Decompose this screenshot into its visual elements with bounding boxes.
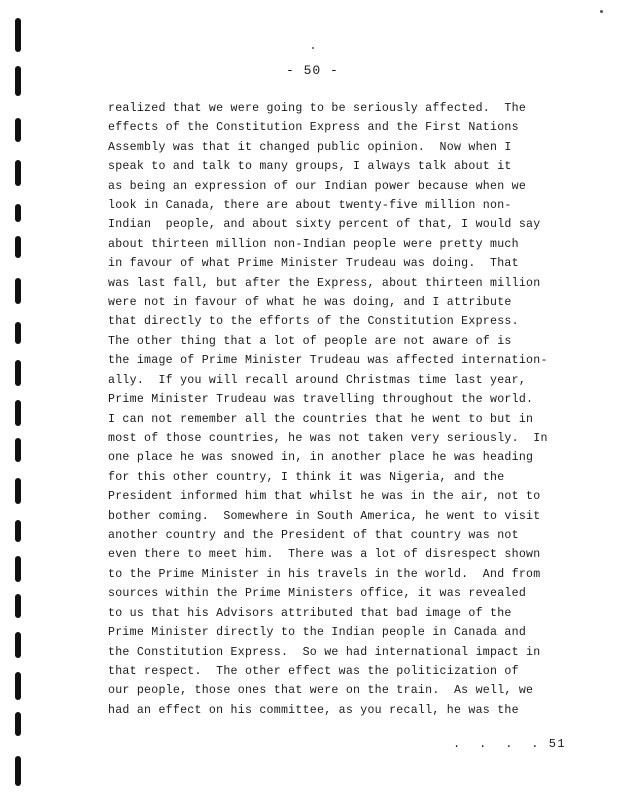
- text-line: President informed him that whilst he was in the air, not to: [108, 490, 541, 504]
- binder-hole-mark: [15, 520, 21, 542]
- scan-speck: [600, 10, 603, 13]
- binder-hole-mark: [15, 672, 21, 700]
- text-line: look in Canada, there are about twenty-five million non-: [108, 199, 512, 213]
- text-line: effects of the Constitution Express and the First Nations: [108, 121, 519, 135]
- binder-hole-mark: [15, 556, 21, 582]
- text-line: for this other country, I think it was Nigeria, and the: [108, 470, 505, 484]
- text-line: the image of Prime Minister Trudeau was affected internation-: [108, 354, 548, 368]
- binder-hole-mark: [15, 322, 21, 344]
- text-line: that respect. The other effect was the politicization of: [108, 664, 519, 678]
- binder-hole-mark: [15, 160, 21, 186]
- text-line: as being an expression of our Indian power because when we: [108, 179, 527, 193]
- text-line: in favour of what Prime Minister Trudeau was doing. That: [108, 257, 519, 271]
- continued-page-marker: . . . . 51: [453, 737, 567, 751]
- binder-hole-mark: [15, 400, 21, 426]
- binder-hole-mark: [15, 632, 21, 658]
- binder-hole-mark: [15, 278, 21, 304]
- text-line: one place he was snowed in, in another place he was heading: [108, 451, 534, 465]
- text-line: the Constitution Express. So we had international impact in: [108, 645, 541, 659]
- text-line: sources within the Prime Ministers office, it was revealed: [108, 587, 527, 601]
- text-line: to us that his Advisors attributed that bad image of the: [108, 606, 512, 620]
- text-line: about thirteen million non-Indian people were pretty much: [108, 237, 519, 251]
- text-line: had an effect on his committee, as you recall, he was the: [108, 703, 519, 717]
- binder-hole-mark: [15, 756, 21, 786]
- text-line: another country and the President of that country was not: [108, 529, 519, 543]
- text-line: to the Prime Minister in his travels in the world. And from: [108, 567, 541, 581]
- text-line: Assembly was that it changed public opinion. Now when I: [108, 140, 512, 154]
- page-number: - 50 -: [286, 63, 339, 78]
- text-line: were not in favour of what he was doing, and I attribute: [108, 296, 512, 310]
- text-line: Prime Minister directly to the Indian people in Canada and: [108, 626, 527, 640]
- binder-hole-mark: [15, 712, 21, 736]
- binder-hole-mark: [15, 66, 21, 96]
- text-line: even there to meet him. There was a lot of disrespect shown: [108, 548, 541, 562]
- text-line: most of those countries, he was not taken very seriously. In: [108, 432, 548, 446]
- text-line: Prime Minister Trudeau was travelling throughout the world.: [108, 393, 534, 407]
- binder-hole-mark: [15, 118, 21, 142]
- binder-hole-mark: [15, 438, 21, 462]
- scan-speck: [312, 47, 314, 49]
- text-line: bother coming. Somewhere in South America, he went to visit: [108, 509, 541, 523]
- text-line: was last fall, but after the Express, about thirteen million: [108, 276, 541, 290]
- binder-hole-mark: [15, 360, 21, 386]
- binder-hole-mark: [15, 594, 21, 618]
- text-line: I can not remember all the countries that he went to but in: [108, 412, 534, 426]
- binder-hole-mark: [15, 478, 21, 504]
- binder-hole-mark: [15, 18, 21, 52]
- text-line: speak to and talk to many groups, I always talk about it: [108, 160, 512, 174]
- binder-hole-mark: [15, 204, 21, 222]
- binder-hole-mark: [15, 236, 21, 258]
- text-line: realized that we were going to be seriously affected. The: [108, 102, 527, 115]
- paragraph-1: [108, 99, 588, 332]
- text-line: ally. If you will recall around Christmas time last year,: [108, 373, 527, 387]
- text-line: that directly to the efforts of the Constitution Express.: [108, 315, 519, 329]
- paragraph-2: [108, 332, 588, 720]
- text-line: Indian people, and about sixty percent of that, I would say: [108, 218, 541, 232]
- text-line: our people, those ones that were on the train. As well, we: [108, 684, 534, 698]
- text-line: The other thing that a lot of people are not aware of is: [108, 335, 512, 348]
